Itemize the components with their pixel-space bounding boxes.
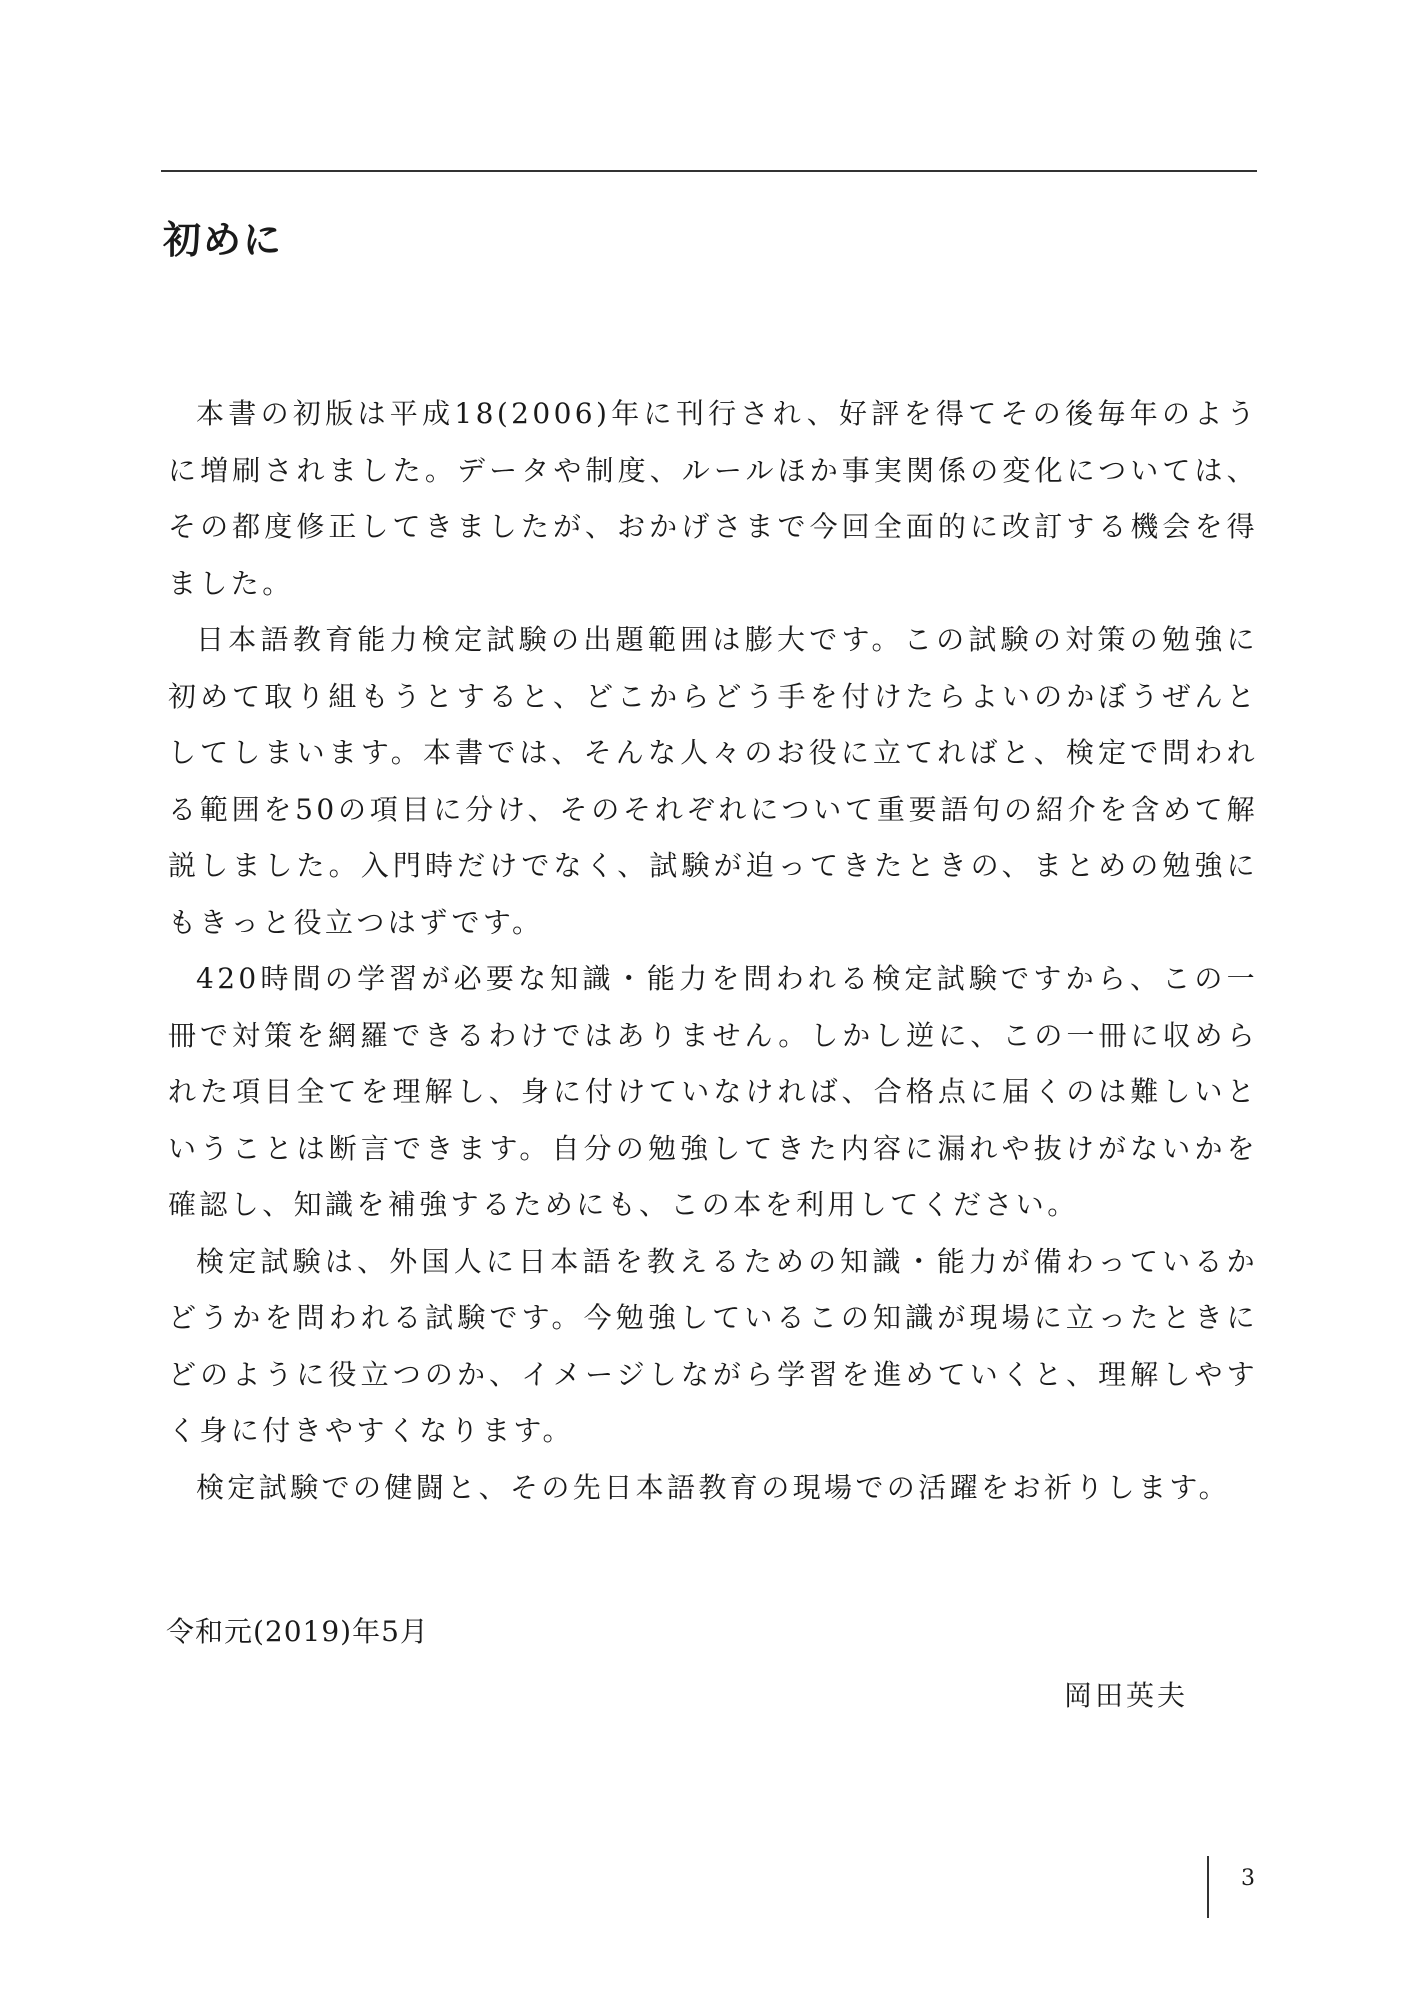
paragraph-5: 検定試験での健闘と、その先日本語教育の現場での活躍をお祈りします。 — [196, 1470, 1230, 1504]
paragraph-1: 本書の初版は平成18(2006)年に刊行され、好評を得てその後毎年のように増刷されました。データや制度、ルールほか事実関係の変化については、その都度修正してきましたが、おかげさまで今回全面的に改訂する機会を得ました。 — [168, 397, 1258, 600]
paragraph-4: 検定試験は、外国人に日本語を教えるための知識・能力が備わっているかどうかを問われる試験です。今勉強しているこの知識が現場に立ったときにどのように役立つのか、イメージしながら学習を進めていくと、理解しやすく身に付きやすくなります。 — [168, 1244, 1258, 1447]
author-name: 岡田英夫 — [1063, 1679, 1188, 1712]
body-text — [168, 386, 1258, 1516]
paragraph-2: 日本語教育能力検定試験の出題範囲は膨大です。この試験の対策の勉強に初めて取り組もうとすると、どこからどう手を付けたらよいのかぼうぜんとしてしまいます。本書では、そんな人々のお役に立てればと、検定で問われる範囲を50の項目に分け、そのそれぞれについて重要語句の紹介を含めて解説しました。入門時だけでなく、試験が迫ってきたときの、まとめの勉強にもきっと役立つはずです。 — [168, 623, 1258, 939]
top-rule — [161, 170, 1257, 172]
page-number-rule — [1207, 1856, 1209, 1918]
paragraph-3: 420時間の学習が必要な知識・能力を問われる検定試験ですから、この一冊で対策を網羅できるわけではありません。しかし逆に、この一冊に収められた項目全てを理解し、身に付けていなければ、合格点に届くのは難しいということは断言できます。自分の勉強してきた内容に漏れや抜けがないかを確認し、知識を補強するためにも、この本を利用してください。 — [168, 962, 1259, 1221]
page-number: 3 — [1241, 1866, 1255, 1891]
page-title: 初めに — [163, 217, 284, 262]
date: 令和元(2019)年5月 — [166, 1615, 429, 1648]
